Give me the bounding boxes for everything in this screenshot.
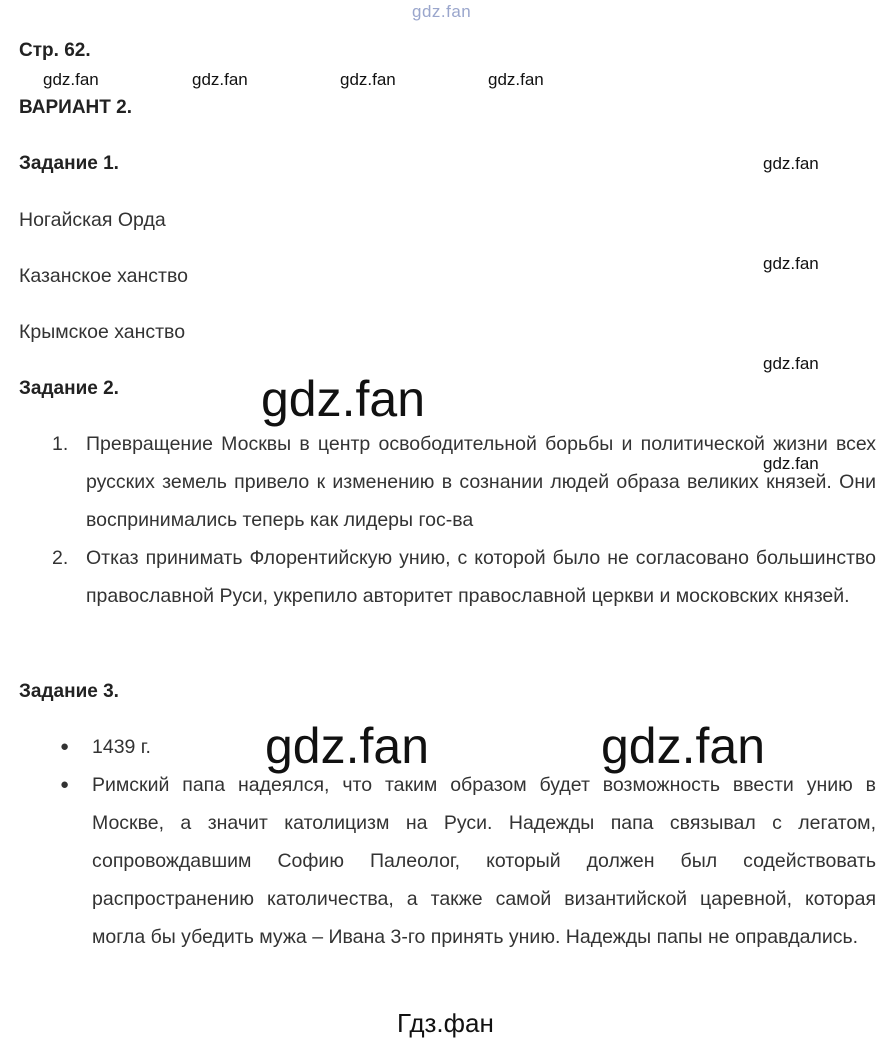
list-item — [52, 539, 876, 615]
watermark-small: gdz.fan — [763, 254, 819, 273]
watermark-small: gdz.fan — [763, 354, 819, 373]
task1-item: Крымское ханство — [19, 321, 186, 343]
task1-item: Казанское ханство — [19, 265, 188, 287]
variant-heading: ВАРИАНТ 2. — [19, 97, 132, 118]
watermark-big: gdz.fan — [601, 718, 766, 774]
watermark-big: gdz.fan — [265, 718, 430, 774]
watermark-big: gdz.fan — [261, 371, 426, 427]
list-item-text: Отказ принимать Флорентийскую унию, с которой было не согласовано большинство православной Руси, укрепило авторитет православной церкви и московских князей. — [86, 547, 876, 607]
watermark-small: gdz.fan — [43, 70, 99, 89]
list-item — [60, 728, 876, 766]
watermark-top: gdz.fan — [412, 2, 472, 21]
page-number: Стр. 62. — [19, 40, 91, 61]
watermark-small: gdz.fan — [763, 154, 819, 173]
task2-title: Задание 2. — [19, 378, 119, 399]
bullet-icon: ● — [60, 738, 70, 755]
watermark-small: gdz.fan — [488, 70, 544, 89]
task1-title: Задание 1. — [19, 153, 119, 174]
list-item-text: Римский папа надеялся, что таким образом будет возможность ввести унию в Москве, а значит католицизм на Руси. Надежды папа связывал с легатом, сопровождавшим Софию Палеолог, который должен был содействовать распространению католичества, а также самой византийской царевной, которая могла бы убедить мужа – Ивана 3-го принять унию. Надежды папы не оправдались. — [92, 774, 876, 948]
list-item — [60, 766, 876, 956]
watermark-small: gdz.fan — [763, 454, 819, 473]
task3-list — [60, 728, 876, 956]
watermark-bottom: Гдз.фан — [397, 1008, 494, 1038]
task1-item: Ногайская Орда — [19, 209, 166, 231]
list-item-text: 1439 г. — [92, 736, 151, 758]
watermark-small: gdz.fan — [192, 70, 248, 89]
bullet-icon: ● — [60, 776, 70, 793]
list-item — [52, 425, 876, 539]
list-marker: 1. — [52, 433, 69, 455]
task2-list — [52, 425, 876, 615]
watermark-small: gdz.fan — [340, 70, 396, 89]
task3-title: Задание 3. — [19, 681, 119, 702]
list-marker: 2. — [52, 547, 69, 569]
list-item-text: Превращение Москвы в центр освободительной борьбы и политической жизни всех русских земель привело к изменению в сознании людей образа великих князей. Они воспринимались теперь как лидеры гос-ва — [86, 433, 876, 531]
